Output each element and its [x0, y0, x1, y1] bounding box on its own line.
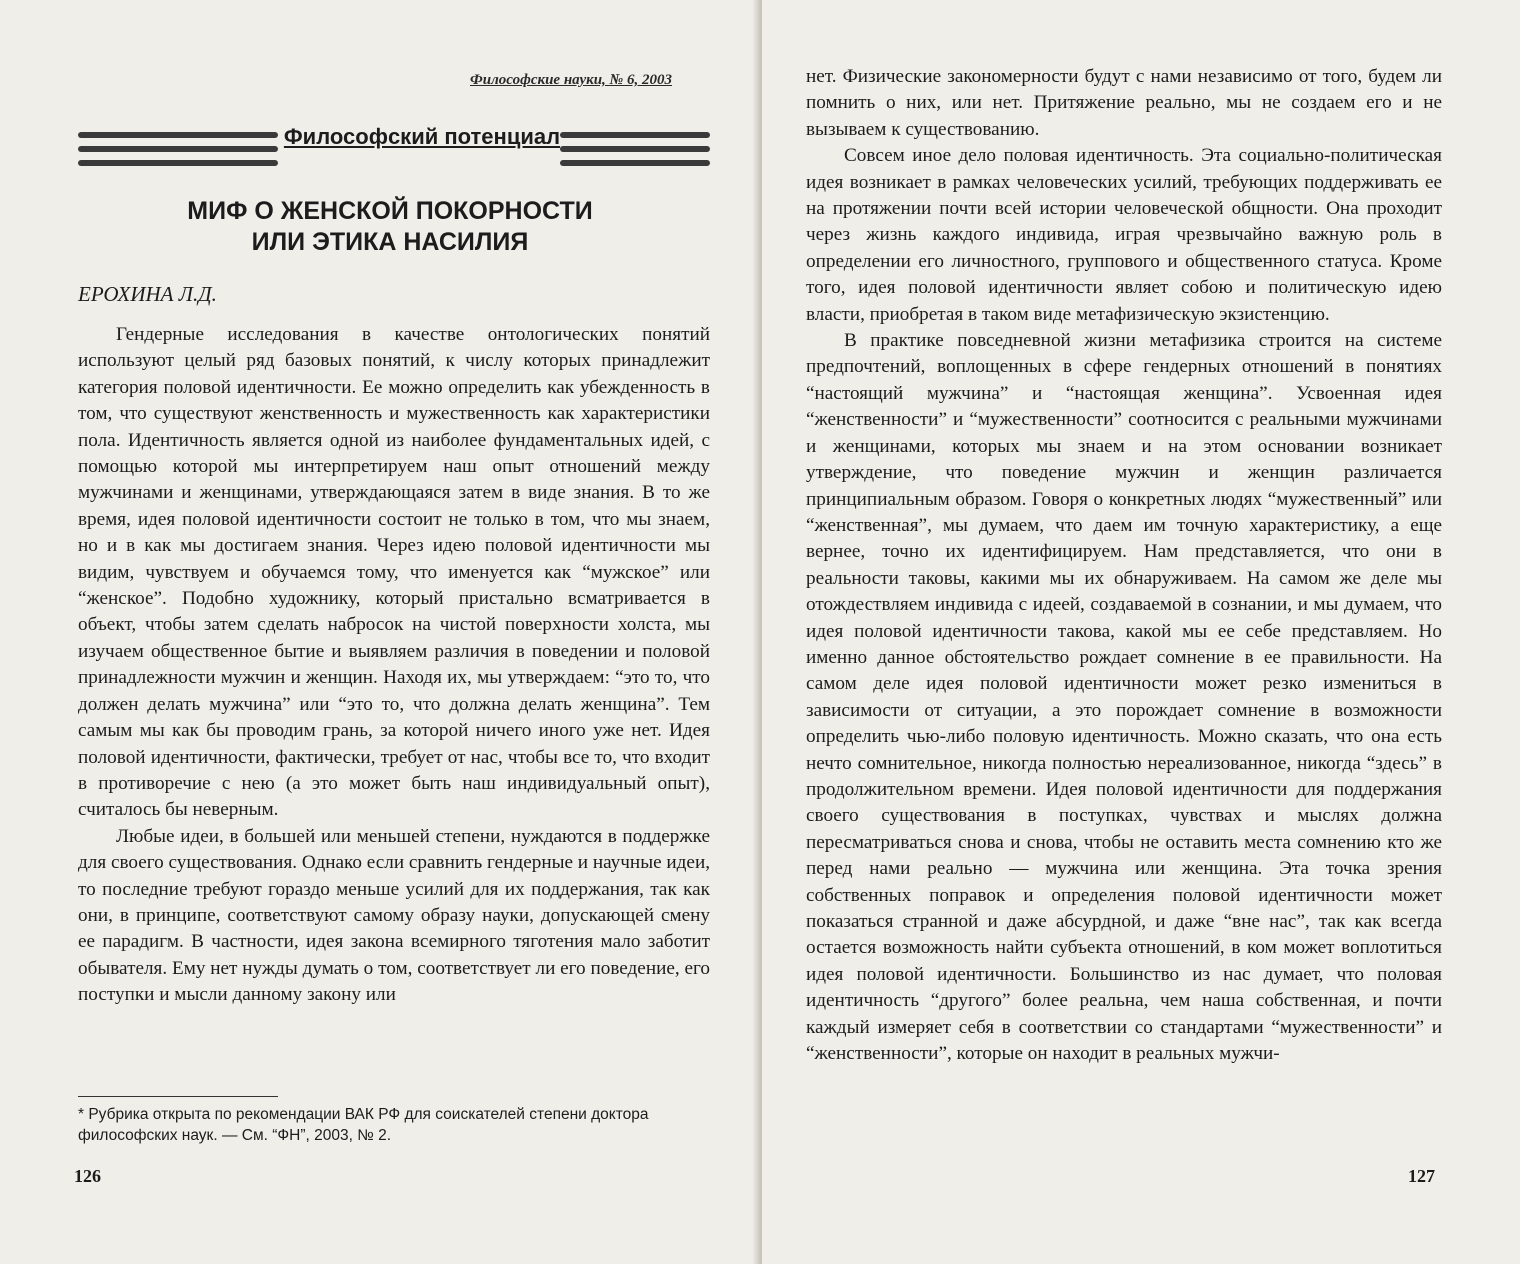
decorative-bars-left [78, 124, 278, 174]
paragraph: нет. Физические закономерности будут с нами независимо от того, будем ли помнить о них, или нет. Притяжение реально, мы не создаем его и не вызываем к существованию. [806, 66, 1442, 140]
running-head: Философские науки, № 6, 2003 [470, 72, 673, 88]
page-number-right: 127 [1408, 1166, 1435, 1186]
footnote: * Рубрика открыта по рекомендации ВАК РФ для соискателей степени доктора философских наук. — См. “ФН”, 2003, № 2. [78, 1106, 649, 1144]
page-number-left: 126 [74, 1166, 101, 1186]
right-body-text [806, 64, 1442, 1067]
paragraph: Гендерные исследования в качестве онтологических понятий используют целый ряд базовых понятий, к числу которых принадлежит категория половой идентичности. Ее можно определить как убежденность в том, что существуют женственность и мужественность как характеристики пола. Идентичность является одной из наиболее фундаментальных идей, с помощью которой мы интерпретируем наш опыт отношений между мужчинами и женщинами, утверждающаяся затем в виде знания. В то же время, идея половой идентичности состоит не только в том, что мы знаем, но и в как мы достигаем знания. Через идею половой идентичности мы видим, чувствуем и обучаемся тому, что именуется как “мужское” или “женское”. Подобно художнику, который пристально всматривается в объект, чтобы затем сделать набросок на чистой поверхности холста, мы изучаем общественное бытие и выявляем различия в поведении и половой принадлежности мужчин и женщин. Находя их, мы утверждаем: “это то, что должен делать мужчина” или “это то, что должна делать женщина”. Тем самым мы как бы проводим грань, за которой ничего иного уже нет. Идея половой идентичности, фактически, требует от нас, чтобы все то, что входит в противоречие с нею (а это может быть наш индивидуальный опыт), считалось бы неверным. [78, 324, 710, 821]
rubric-heading: Философский потенциал [283, 124, 561, 149]
decorative-bars-right [560, 124, 710, 174]
paragraph: В практике повседневной жизни метафизика строится на системе предпочтений, воплощенных в сфере гендерных отношений в понятиях “настоящий мужчина” и “настоящая женщина”. Усвоенная идея “женственности” и “мужественности” соотносится с реальными мужчинами и женщинами, которых мы знаем и на этом основании возникает утверждение, что поведение мужчин и женщин различается принципиальным образом. Говоря о конкретных людях “мужественный” или “женственная”, мы думаем, что даем им точную характеристику, а еще вернее, точно их идентифицируем. Нам представляется, что они в реальности таковы, какими мы их обнаруживаем. На самом же деле мы отождествляем индивида с идеей, создаваемой в сознании, и мы думаем, что идея половой идентичности такова, какой мы ее себе представляем. Но именно данное обстоятельство рождает сомнение в ее правильности. На самом деле идея половой идентичности может резко измениться в зависимости от ситуации, а это порождает сомнение в возможности определить чью-либо половую идентичность. Можно сказать, что она есть нечто сомнительное, никогда полностью нереализованное, никогда “здесь” в продолжительном времени. Идея половой идентичности для поддержания своего существования в поступках, чувствах и мыслях должна пересматриваться снова и снова, чтобы не оставить места сомнению кто же перед нами реально — мужчина или женщина. Эта точка зрения собственных поправок и определения половой идентичности может показаться странной и даже абсурдной, и даже “вне нас”, так как всегда остается возможность найти субъекта отношений, в ком может воплотиться идея половой идентичности. Большинство из нас думает, что половая идентичность “другого” более реальна, чем наша собственная, и почти каждый измеряет себя в соответствии со стандартами “мужественности” и “женственности”, которые он находит в реальных мужчи- [806, 330, 1442, 1065]
paragraph: Любые идеи, в большей или меньшей степени, нуждаются в поддержке для своего существования. Однако если сравнить гендерные и научные идеи, то последние требуют гораздо меньше усилий для их поддержания, так как они, в принципе, соответствуют самому образу науки, допускающей смену ее парадигм. В частности, идея закона всемирного тяготения мало заботит обывателя. Ему нет нужды думать о том, соответствует ли его поведение, его поступки и мысли данному закону или [78, 825, 711, 1006]
left-body-text [78, 322, 710, 1009]
article-title-line-2: ИЛИ ЭТИКА НАСИЛИЯ [251, 228, 529, 256]
footnote-rule [78, 1096, 278, 1097]
author-name: ЕРОХИНА Л.Д. [78, 282, 217, 306]
paragraph: Совсем иное дело половая идентичность. Эта социально-политическая идея возникает в рамках человеческих усилий, требующих поддерживать ее на протяжении почти всей истории человеческой общности. Она проходит через жизнь каждого индивида, играя чрезвычайно важную роль в определении его личностного, группового и общественного статуса. Кроме того, идея половой идентичности являет собою и политическую идею власти, приобретая в таком виде метафизическую экзистенцию. [806, 145, 1442, 325]
article-title-line-1: МИФ О ЖЕНСКОЙ ПОКОРНОСТИ [187, 197, 593, 225]
article-title [150, 196, 630, 258]
left-page [0, 0, 758, 1264]
